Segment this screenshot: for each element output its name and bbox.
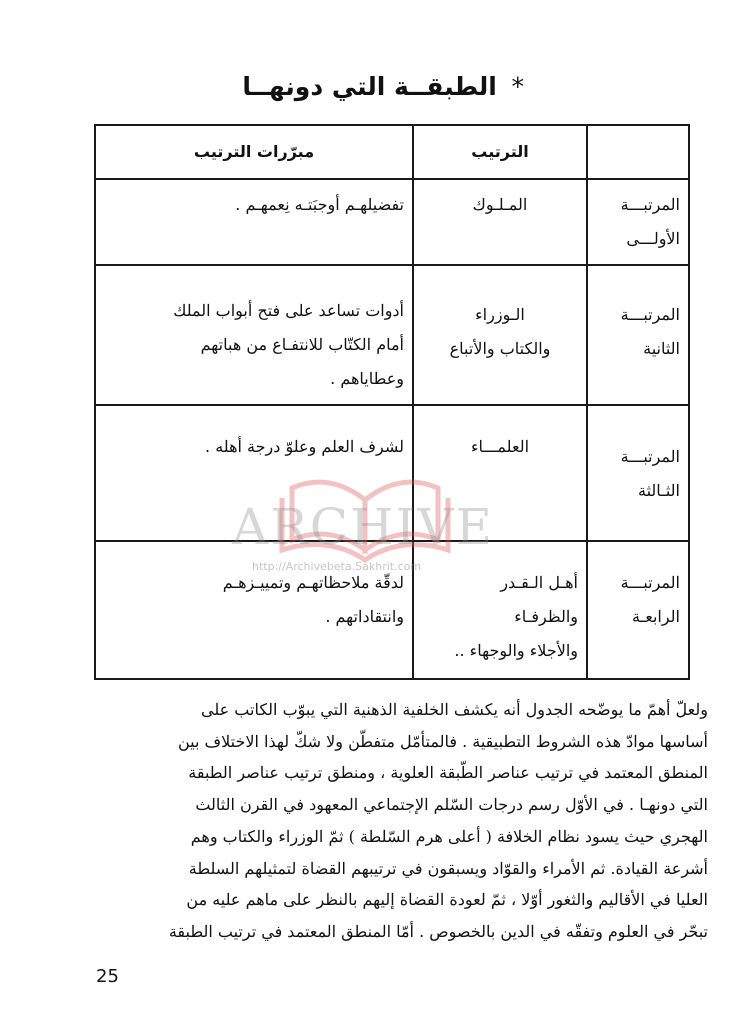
body-paragraph bbox=[96, 694, 708, 948]
header-order: الترتيب bbox=[413, 125, 587, 179]
reasons-cell bbox=[95, 265, 413, 405]
table-header-row bbox=[95, 125, 689, 179]
reason-line: لدقّة ملاحظاتهـم وتمييـزهـم bbox=[222, 573, 404, 592]
section-heading bbox=[242, 72, 524, 101]
paragraph-line: أشرعة القيادة. ثم الأمراء والقوّاد ويسبقون في ترتيبهم القضاة لتمثيلهم السلطة bbox=[188, 858, 708, 878]
paragraph-line: تبحّر في العلوم وتفقّه في الدين بالخصوص . أمّا المنطق المعتمد في ترتيب الطبقة bbox=[168, 921, 708, 941]
paragraph-line: الهجري حيث يسود نظام الخلافة ( أعلى هرم السّلطة ) ثمّ الوزراء والكتاب وهم bbox=[190, 826, 708, 846]
heading-title: الطبقــة التي دونهــا bbox=[242, 72, 497, 101]
paragraph-line: العليا في الأقاليم والثغور أوّلا ، ثمّ لعودة القضاة إليهم بالنظر على ماهم عليه من bbox=[186, 890, 708, 910]
page-number: 25 bbox=[96, 966, 119, 987]
order-line: العلمـــاء bbox=[470, 437, 530, 456]
order-cell bbox=[413, 179, 587, 265]
rank-cell bbox=[587, 405, 689, 541]
rank-cell bbox=[587, 179, 689, 265]
reasons-cell bbox=[95, 179, 413, 265]
reason-line: لشرف العلم وعلوّ درجة أهله . bbox=[205, 437, 404, 456]
table-row bbox=[95, 265, 689, 405]
order-line: والكتاب والأتباع bbox=[449, 339, 551, 358]
rank-line: المرتبـــة bbox=[620, 195, 680, 214]
order-line: المـلـوك bbox=[472, 195, 528, 214]
rank-line: المرتبـــة bbox=[620, 305, 680, 324]
reason-line: أدوات تساعد على فتح أبواب الملك bbox=[173, 301, 404, 320]
order-line: أهـل الـقـدر bbox=[500, 573, 578, 592]
paragraph-line: التي دونهـا . في الأوّل رسم درجات السّلم الإجتماعي المعهود في القرن الثالث bbox=[195, 795, 708, 815]
header-reasons: مبرّرات الترتيب bbox=[95, 125, 413, 179]
order-cell bbox=[413, 265, 587, 405]
ranking-table bbox=[94, 124, 690, 680]
rank-cell bbox=[587, 541, 689, 679]
paragraph-line: أساسها موادّ هذه الشروط التطبيقية . فالمتأمّل متفطّن ولا شكّ لهذا الاختلاف بين bbox=[177, 731, 708, 751]
paragraph-line: المنطق المعتمد في ترتيب عناصر الطّبقة العلوية ، ومنطق ترتيب عناصر الطبقة bbox=[188, 763, 708, 783]
rank-cell bbox=[587, 265, 689, 405]
rank-line: الأولـــى bbox=[626, 229, 680, 248]
header-rank bbox=[587, 125, 689, 179]
watermark-text: ARCHIVE bbox=[232, 498, 494, 556]
heading-star: * bbox=[511, 72, 524, 101]
reason-line: أمام الكتّاب للانتفـاع من هباتهم bbox=[200, 335, 404, 354]
rank-line: المرتبـــة bbox=[620, 447, 680, 466]
reason-line: وعطاياهم . bbox=[330, 369, 404, 388]
rank-line: الثـالثة bbox=[638, 481, 680, 500]
order-line: والأجلاء والوجهاء .. bbox=[454, 641, 578, 660]
rank-line: الثانية bbox=[643, 339, 680, 358]
rank-line: الرابعـة bbox=[631, 607, 680, 626]
order-cell bbox=[413, 541, 587, 679]
order-line: الـوزراء bbox=[475, 305, 525, 324]
watermark-url: http://Archivebeta.Sakhrit.com bbox=[252, 560, 422, 573]
reason-line: تفضيلهـم أوجبَتـه نِعمهـم . bbox=[235, 195, 404, 214]
reason-line: وانتقاداتهم . bbox=[325, 607, 404, 626]
paragraph-line: ولعلّ أهمّ ما يوضّحه الجدول أنه يكشف الخلفية الذهنية التي يبوّب الكاتب على bbox=[201, 700, 708, 719]
order-line: والظرفـاء bbox=[514, 607, 578, 626]
rank-line: المرتبـــة bbox=[620, 573, 680, 592]
table-row bbox=[95, 179, 689, 265]
